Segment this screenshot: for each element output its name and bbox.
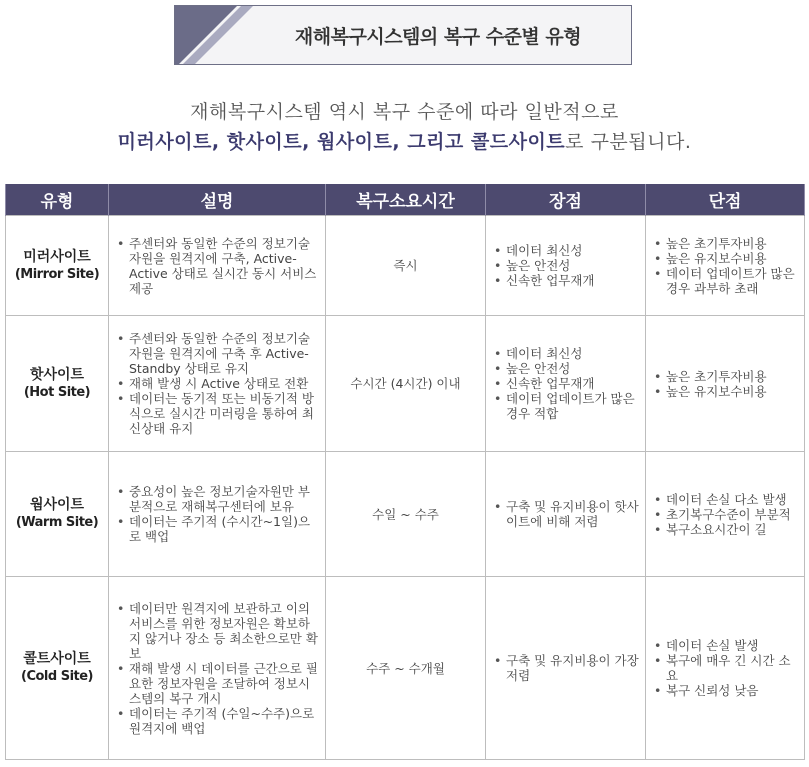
type-name-ko: 미러사이트 — [23, 248, 91, 265]
pros-cell — [486, 316, 646, 452]
list-item: • 데이터 업데이트가 많은 경우 적합 — [506, 391, 639, 421]
type-cell — [6, 216, 109, 316]
cons-cell — [646, 452, 805, 577]
list-item: • 신속한 업무재개 — [506, 376, 639, 391]
description-cell — [109, 316, 326, 452]
header-type: 유형 — [6, 184, 109, 216]
type-name-en: (Mirror Site) — [14, 266, 100, 282]
type-cell — [6, 452, 109, 577]
list-item: • 높은 유지보수비용 — [666, 251, 798, 266]
list-item: • 복구 신뢰성 낮음 — [666, 683, 798, 698]
description-cell — [109, 216, 326, 316]
list-item: • 높은 초기투자비용 — [666, 369, 798, 384]
list-item: • 주센터와 동일한 수준의 정보기술자원을 원격지에 구축, Active-Active 상태로 실시간 동시 서비스 제공 — [129, 236, 319, 296]
intro-site-types: 미러사이트, 핫사이트, 웜사이트, 그리고 콜드사이트 — [117, 131, 566, 153]
recovery-time-cell: 수일 ~ 수주 — [326, 452, 486, 577]
list-item: • 데이터 손실 발생 — [666, 638, 798, 653]
list-item: • 높은 안전성 — [506, 258, 639, 273]
header-recovery-time: 복구소요시간 — [326, 184, 486, 216]
page-title: 재해복구시스템의 복구 수준별 유형 — [294, 25, 582, 48]
list-item: • 높은 안전성 — [506, 361, 639, 376]
type-name-en: (Hot Site) — [23, 384, 91, 400]
description-cell — [109, 452, 326, 577]
recovery-time-cell: 즉시 — [326, 216, 486, 316]
list-item: • 구축 및 유지비용이 핫사이트에 비해 저렴 — [506, 499, 639, 529]
header-description: 설명 — [109, 184, 326, 216]
list-item: • 재해 발생 시 데이터를 근간으로 필요한 정보자원을 조달하여 정보시스템의 복구 개시 — [129, 661, 319, 706]
header-pros: 장점 — [486, 184, 646, 216]
recovery-time-cell: 수시간 (4시간) 이내 — [326, 316, 486, 452]
list-item: • 복구소요시간이 길 — [666, 522, 798, 537]
list-item: • 데이터 업데이트가 많은 경우 과부하 초래 — [666, 266, 798, 296]
type-cell — [6, 316, 109, 452]
banner-stripe-decoration — [175, 6, 265, 65]
list-item: • 높은 초기투자비용 — [666, 236, 798, 251]
list-item: • 데이터는 동기적 또는 비동기적 방식으로 실시간 미러링을 통하여 최신상태 유지 — [129, 391, 319, 436]
table-row — [6, 577, 805, 760]
recovery-type-table — [5, 184, 805, 760]
header-cons: 단점 — [646, 184, 805, 216]
cons-cell — [646, 577, 805, 760]
recovery-time-cell: 수주 ~ 수개월 — [326, 577, 486, 760]
intro-line-2 — [0, 127, 809, 154]
cons-cell — [646, 216, 805, 316]
type-name-en: (Cold Site) — [21, 669, 93, 684]
table-row — [6, 316, 805, 452]
list-item: • 신속한 업무재개 — [506, 273, 639, 288]
type-name-ko: 핫사이트 — [29, 366, 85, 383]
table-row — [6, 216, 805, 316]
description-cell — [109, 577, 326, 760]
list-item: • 중요성이 높은 정보기술자원만 부분적으로 재해복구센터에 보유 — [129, 484, 319, 514]
list-item: • 구축 및 유지비용이 가장 저렴 — [506, 653, 639, 683]
list-item: • 데이터는 주기적 (수시간~1일)으로 백업 — [129, 514, 319, 544]
pros-cell — [486, 577, 646, 760]
intro-line-1: 재해복구시스템 역시 복구 수준에 따라 일반적으로 — [190, 101, 619, 123]
table-row — [6, 452, 805, 577]
pros-cell — [486, 452, 646, 577]
list-item: • 초기복구수준이 부분적 — [666, 507, 798, 522]
list-item: • 데이터 최신성 — [506, 346, 639, 361]
list-item: • 데이터는 주기적 (수일~수주)으로 원격지에 백업 — [129, 706, 319, 736]
title-banner — [174, 5, 632, 65]
type-name-ko: 콜트사이트 — [23, 651, 91, 667]
cons-cell — [646, 316, 805, 452]
list-item: • 복구에 매우 긴 시간 소요 — [666, 653, 798, 683]
table-header-row — [6, 184, 805, 216]
list-item: • 데이터 최신성 — [506, 243, 639, 258]
type-name-ko: 웜사이트 — [29, 497, 85, 513]
list-item: • 데이터만 원격지에 보관하고 이의 서비스를 위한 정보자원은 확보하지 않거나 장소 등 최소한으로만 확보 — [129, 601, 319, 661]
list-item: • 주센터와 동일한 수준의 정보기술자원을 원격지에 구축 후 Active-Standby 상태로 유지 — [129, 331, 319, 376]
type-name-en: (Warm Site) — [15, 515, 99, 530]
type-cell — [6, 577, 109, 760]
pros-cell — [486, 216, 646, 316]
list-item: • 높은 유지보수비용 — [666, 384, 798, 399]
list-item: • 데이터 손실 다소 발생 — [666, 492, 798, 507]
intro-line-2-rest: 로 구분됩니다. — [565, 131, 692, 153]
list-item: • 재해 발생 시 Active 상태로 전환 — [129, 376, 319, 391]
